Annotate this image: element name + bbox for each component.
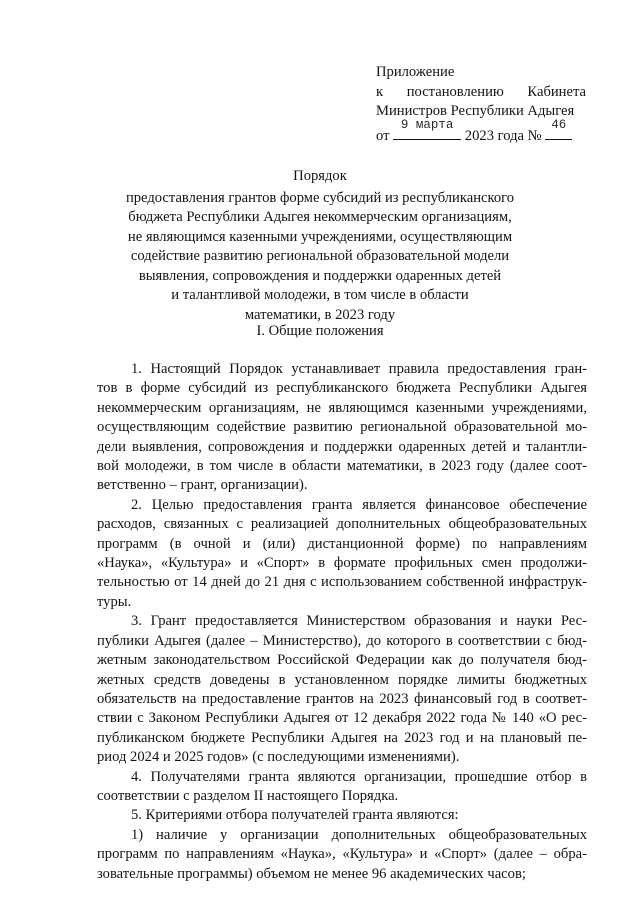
date-prefix: от (376, 127, 390, 144)
appendix-title: Приложение (376, 64, 455, 80)
text-line: вой молодежи, в том числе в области математики, в 2023 году (далее соот- (97, 458, 587, 475)
text-line: программ по направлениям «Наука», «Культура» и «Спорт» (далее – обра- (97, 846, 587, 863)
text-line: ветственно – грант, организации). (97, 477, 308, 494)
paragraph-5 (97, 806, 587, 825)
title-line: выявления, сопровождения и поддержки одаренных детей (138, 267, 502, 284)
text-line: 3. Грант предоставляется Министерством образования и науки Рес- (131, 613, 587, 630)
title-line: предоставления грантов форме субсидий из республиканского (125, 189, 515, 206)
date-value: 9 марта (400, 117, 454, 132)
date-field (393, 117, 461, 140)
text-line: 2. Целью предоставления гранта является финансовое обеспечение (131, 496, 587, 513)
text-line: зовательные программы) объемом не менее 96 академических часов; (97, 865, 526, 882)
text-line: публики Адыгея (далее – Министерство), до которого в соответствии с бюд- (97, 632, 587, 649)
paragraph-1 (97, 360, 587, 496)
text-line: риод 2024 и 2025 годов» (с последующими изменениями). (97, 749, 460, 766)
document-body (97, 360, 587, 884)
text-line: тельностью от 14 дней до 21 дня с использованием собственной инфраструк- (97, 574, 587, 591)
text-line: тов в форме субсидий из республиканского бюджета Республики Адыгея (97, 380, 587, 397)
appendix-resolution-line (376, 83, 586, 103)
paragraph-3 (97, 612, 587, 767)
number-field (545, 117, 572, 140)
paragraph-4 (97, 768, 587, 807)
number-value: 46 (551, 117, 567, 132)
text-line: осуществляющим содействие развитию региональной образовательной мо- (97, 419, 587, 436)
appendix-header (376, 63, 586, 146)
appendix-authority: Министров Республики Адыгея (376, 103, 575, 119)
text-line: обязательств на предоставление грантов на 2023 финансовый год в соответ- (97, 690, 587, 707)
text-line: жетным законодательством Российской Федерации как до получателя бюд- (97, 652, 587, 669)
title-heading: Порядок (293, 168, 347, 184)
appendix-word: постановлению (406, 83, 504, 100)
title-line: математики, в 2023 году (244, 306, 396, 323)
text-line: 4. Получателями гранта являются организации, прошедшие отбор в (131, 768, 587, 785)
appendix-word: к (376, 83, 384, 100)
text-line: жетных средств доведены в установленном порядке лимиты бюджетных (97, 671, 587, 688)
appendix-date-line (376, 117, 586, 147)
text-line: соответствии с разделом II настоящего Порядка. (97, 787, 399, 804)
appendix-word: Кабинета (527, 83, 586, 100)
text-line: дели выявления, сопровождения и поддержки одаренных детей и талантли- (97, 438, 587, 455)
text-line: туры. (97, 593, 132, 610)
paragraph-2 (97, 496, 587, 612)
text-line: публиканском бюджете Республики Адыгея на 2023 год и на плановый пе- (97, 729, 587, 746)
text-line: 5. Критериями отбора получателей гранта являются: (131, 807, 459, 824)
title-line: не являющимся казенными учреждениями, осуществляющим (127, 228, 513, 245)
title-line: и талантливой молодежи, в том числе в области (171, 287, 469, 303)
text-line: 1. Настоящий Порядок устанавливает правила предоставления гран- (131, 361, 587, 377)
text-line: 1) наличие у организации дополнительных общеобразовательных (131, 826, 587, 843)
text-line: программ (в очной и (или) дистанционной форме) по направлениям (97, 535, 587, 552)
text-line: ствии с Законом Республики Адыгея от 12 декабря 2022 года № 140 «О рес- (97, 710, 587, 727)
date-suffix: 2023 года № (464, 127, 542, 144)
title-line: бюджета Республики Адыгея некоммерческим организациям, (128, 209, 512, 225)
title-line: содействие развитию региональной образовательной модели (130, 248, 510, 264)
text-line: «Наука», «Культура» и «Спорт» в формате профильных смен продолжи- (97, 555, 587, 572)
paragraph-5-item-1 (97, 826, 587, 884)
section-heading: I. Общие положения (256, 323, 384, 339)
text-line: расходов, связанных с реализацией дополнительных общеобразовательных (97, 516, 587, 533)
document-title (120, 167, 520, 325)
text-line: некоммерческим организациям, не являющимся казенными учреждениями, (97, 399, 587, 416)
